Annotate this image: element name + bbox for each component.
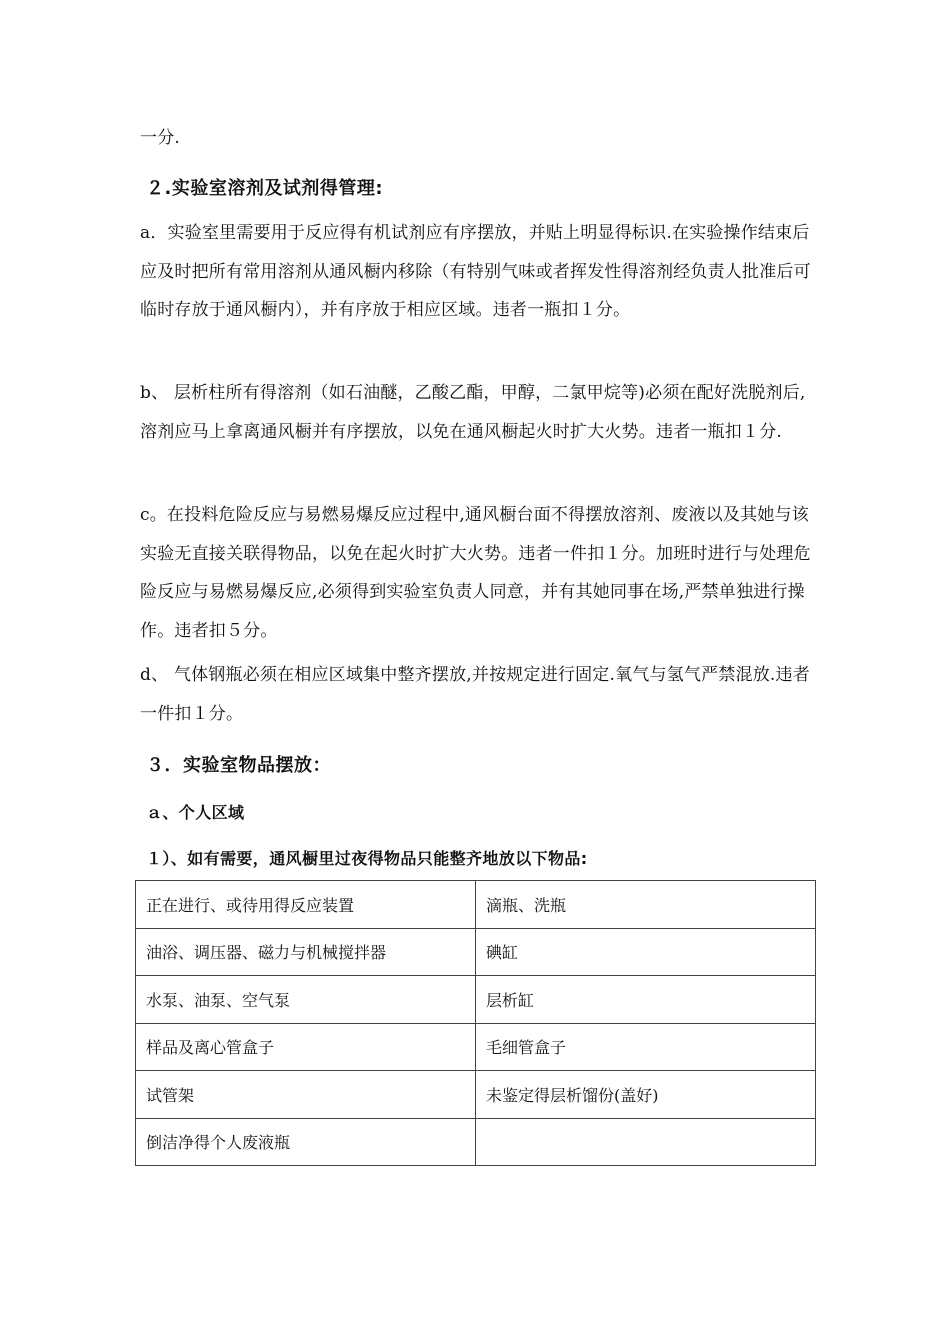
section2-paragraph-b: b、 层析柱所有得溶剂（如石油醚，乙酸乙酯，甲醇，二氯甲烷等)必须在配好洗脱剂后,溶剂应马上拿离通风橱并有序摆放，以免在通风橱起火时扩大火势。违者一瓶扣１分.: [140, 383, 806, 442]
table-cell: 正在进行、或待用得反应装置: [136, 881, 476, 929]
table-row: [136, 928, 816, 976]
table-row: [136, 1071, 816, 1119]
table-cell: 试管架: [136, 1071, 476, 1119]
table-row: [136, 976, 816, 1024]
table-row: [136, 1118, 816, 1166]
table-row: [136, 881, 816, 929]
section2-paragraph-c: c。在投料危险反应与易燃易爆反应过程中,通风橱台面不得摆放溶剂、废液以及其她与该实验无直接关联得物品，以免在起火时扩大火势。违者一件扣１分。加班时进行与处理危险反应与易燃易爆反应,必须得到实验室负责人同意，并有其她同事在场,严禁单独进行操作。违者扣５分。: [140, 505, 811, 641]
overnight-items-table: [135, 880, 816, 1166]
table-row: [136, 1023, 816, 1071]
section2-heading: ２.实验室溶剂及试剂得管理:: [146, 178, 384, 199]
table-cell: 毛细管盒子: [476, 1023, 816, 1071]
section3-sub-a: ａ、个人区域: [146, 803, 245, 822]
table-cell: 滴瓶、洗瓶: [476, 881, 816, 929]
table-cell: 碘缸: [476, 928, 816, 976]
section3-sub-1: １）、如有需要，通风橱里过夜得物品只能整齐地放以下物品:: [146, 849, 588, 868]
table-cell: 未鉴定得层析馏份(盖好): [476, 1071, 816, 1119]
table-cell: 倒洁净得个人废液瓶: [136, 1118, 476, 1166]
table-cell: 样品及离心管盒子: [136, 1023, 476, 1071]
section2-paragraph-a: a．实验室里需要用于反应得有机试剂应有序摆放，并贴上明显得标识.在实验操作结束后应及时把所有常用溶剂从通风橱内移除（有特别气味或者挥发性得溶剂经负责人批准后可临时存放于通风橱内），并有序放于相应区域。违者一瓶扣１分。: [140, 223, 811, 320]
table-cell: 油浴、调压器、磁力与机械搅拌器: [136, 928, 476, 976]
section3-heading: ３．实验室物品摆放：: [146, 755, 331, 776]
intro-line: 一分.: [140, 128, 181, 148]
section2-paragraph-d: d、 气体钢瓶必须在相应区域集中整齐摆放,并按规定进行固定.氧气与氢气严禁混放.违者一件扣１分。: [140, 665, 810, 724]
table-cell: [476, 1118, 816, 1166]
table-cell: 水泵、油泵、空气泵: [136, 976, 476, 1024]
table-cell: 层析缸: [476, 976, 816, 1024]
